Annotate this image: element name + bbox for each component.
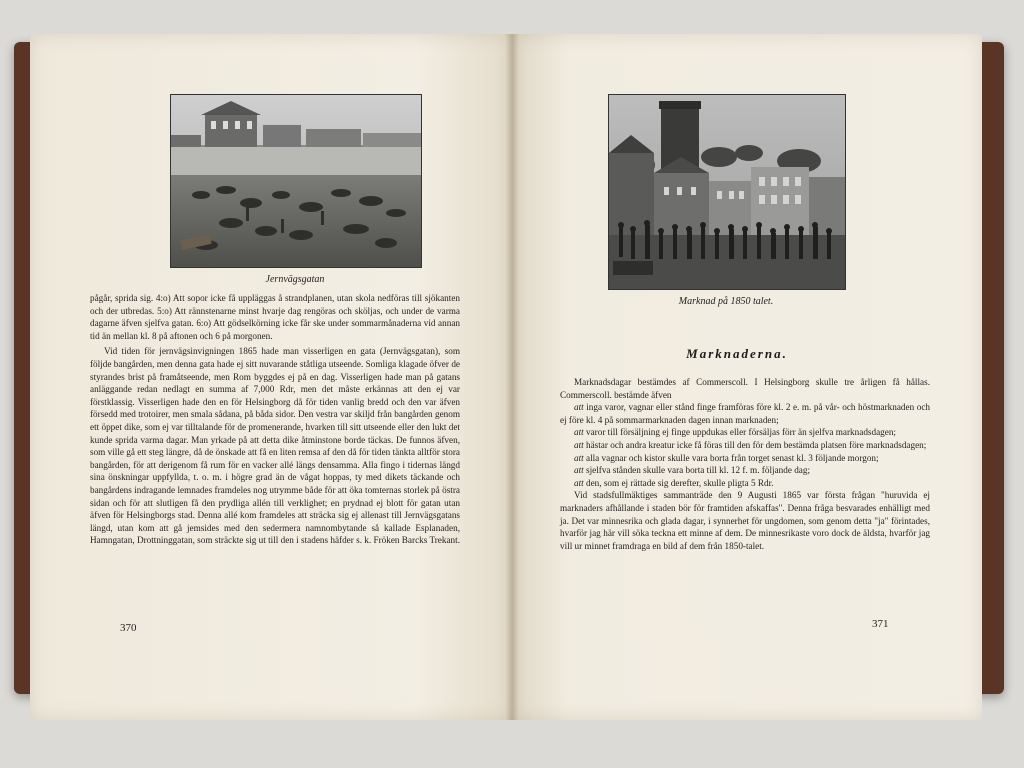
list-item: att varor till försäljning ej finge uppdukas eller försäljas förr än sjelfva marknadsdagen; [574,427,896,438]
book-gutter [505,34,519,720]
list-item: att hästar och andra kreatur icke få föras till den för dem bestämda platsen före marknadsdagen; [574,439,927,450]
section-title: Marknaderna. [686,346,788,361]
page-number-left: 370 [120,622,137,634]
list-item: att alla vagnar och kistor skulle vara borta från torget senast kl. 3 följande morgon; [574,452,879,463]
left-page [30,34,512,720]
list-item: att den, som ej rättade sig derefter, skulle pligta 5 Rdr. [574,477,774,488]
left-image-caption: Jernvägsgatan [265,274,325,285]
right-body-text [560,376,930,552]
closing-paragraph: Vid stadsfullmäktiges sammanträde den 9 Augusti 1865 var första frågan "huruvida ej marknaders afhållande i staden bör för framtiden afskaffas". Denna fråga besvarades enhälligt med ja. Det var minnesrika och glada dagar, i synnerhet för ungdomen, som genom detta "ja" förintades, hvarför jag här vill söka teckna ett minne af dem. De minnesrikaste voro dock de äldsta, hvarför jag vill ur minnet framdraga en bild af dem från 1850-talet. [560,490,930,551]
paragraph: Vid tiden för jernvägsinvigningen 1865 hade man visserligen en gata (Jernvägsgatan), som följde bangården, men denna gata hade ej sitt nuvarande ståtliga utseende. Somliga klagade öfver de styrandes brist på framåtseende, men Rom byggdes ej på en dag. Visserligen hade man på gatans anläggande redan nedlagt en summa af 7,000 Rdr, men det måste erkännas att den ej var förstklassig. Visserligen hade den en för Helsingborg då för tiden vanlig bredd och den var äfven försedd med trotoirer, men smala sådana, på båda sidor. Den vestra var skiljd från bangården genom ett öppet dike, som ej var tilltalande för de promenerande, hvarken till sitt utseende eller den lukt det kunde sprida varma dagar. Man yrkade på att detta dike åtminstone borde täckas. De funnos äfven, som ville gå ett steg längre, då de önskade att få en liten remsa af den då för tiden tänkta alltför stora bangården, för att derigenom få rum för en vacker allé längs densamma. Alla fingo i tidernas längd sina önskningar uppfyllda, t. o. m. i högre grad än de vågat hoppas, ty med dikets täckande och bangårdens indragande lemnades framdeles nog utrymme både för att öka tomternas storlek på östra sidan och för att slutligen få den prydliga allén till verklighet; en prydnad ej blott för gatan utan äfven för Helsingborgs stad. Denna allé kom framdeles att sträcka sig ej allenast till Jernvägsgatans längd, utan kom att gå jemsides med den sedermera namnombytande så kallade Esplanaden, Hamngatan, Drottninggatan, som sträckte sig ut till den i stadens häfder s. k. Fröken Barcks Trekant. [90,346,460,546]
paragraph: pågår, sprida sig. 4:o) Att sopor icke få uppläggas å strandplanen, utan skola nedföras till sjökanten och der utbredas. 5:o) Att rännstenarne minst hvarje dag rengöras och sköljas, och under de varma dagarne äfven sjelfva gatan. 6:o) Att gödselkörning icke får ske under sommarmånaderna vid annan tid än mellan kl. 8 på aftonen och 6 på morgonen. [90,293,460,341]
list-item: att inga varor, vagnar eller stånd finge framföras före kl. 2 e. m. på vår- och höstmarknaden och ej före kl. 4 på sommarmarknaden dagen innan marknaden; [560,402,930,425]
railway-street-photo [170,94,422,268]
right-image-caption: Marknad på 1850 talet. [678,296,774,307]
right-page [512,34,982,720]
left-body-text [90,292,460,547]
list-item: att sjelfva stånden skulle vara borta till kl. 12 f. m. följande dag; [574,465,811,476]
market-1850s-photo [608,94,846,290]
page-number-right: 371 [872,618,889,630]
intro-paragraph: Marknadsdagar bestämdes af Commerscoll. I Helsingborg skulle tre årligen få hållas. Commerscoll. bestämde äfven [560,377,930,400]
